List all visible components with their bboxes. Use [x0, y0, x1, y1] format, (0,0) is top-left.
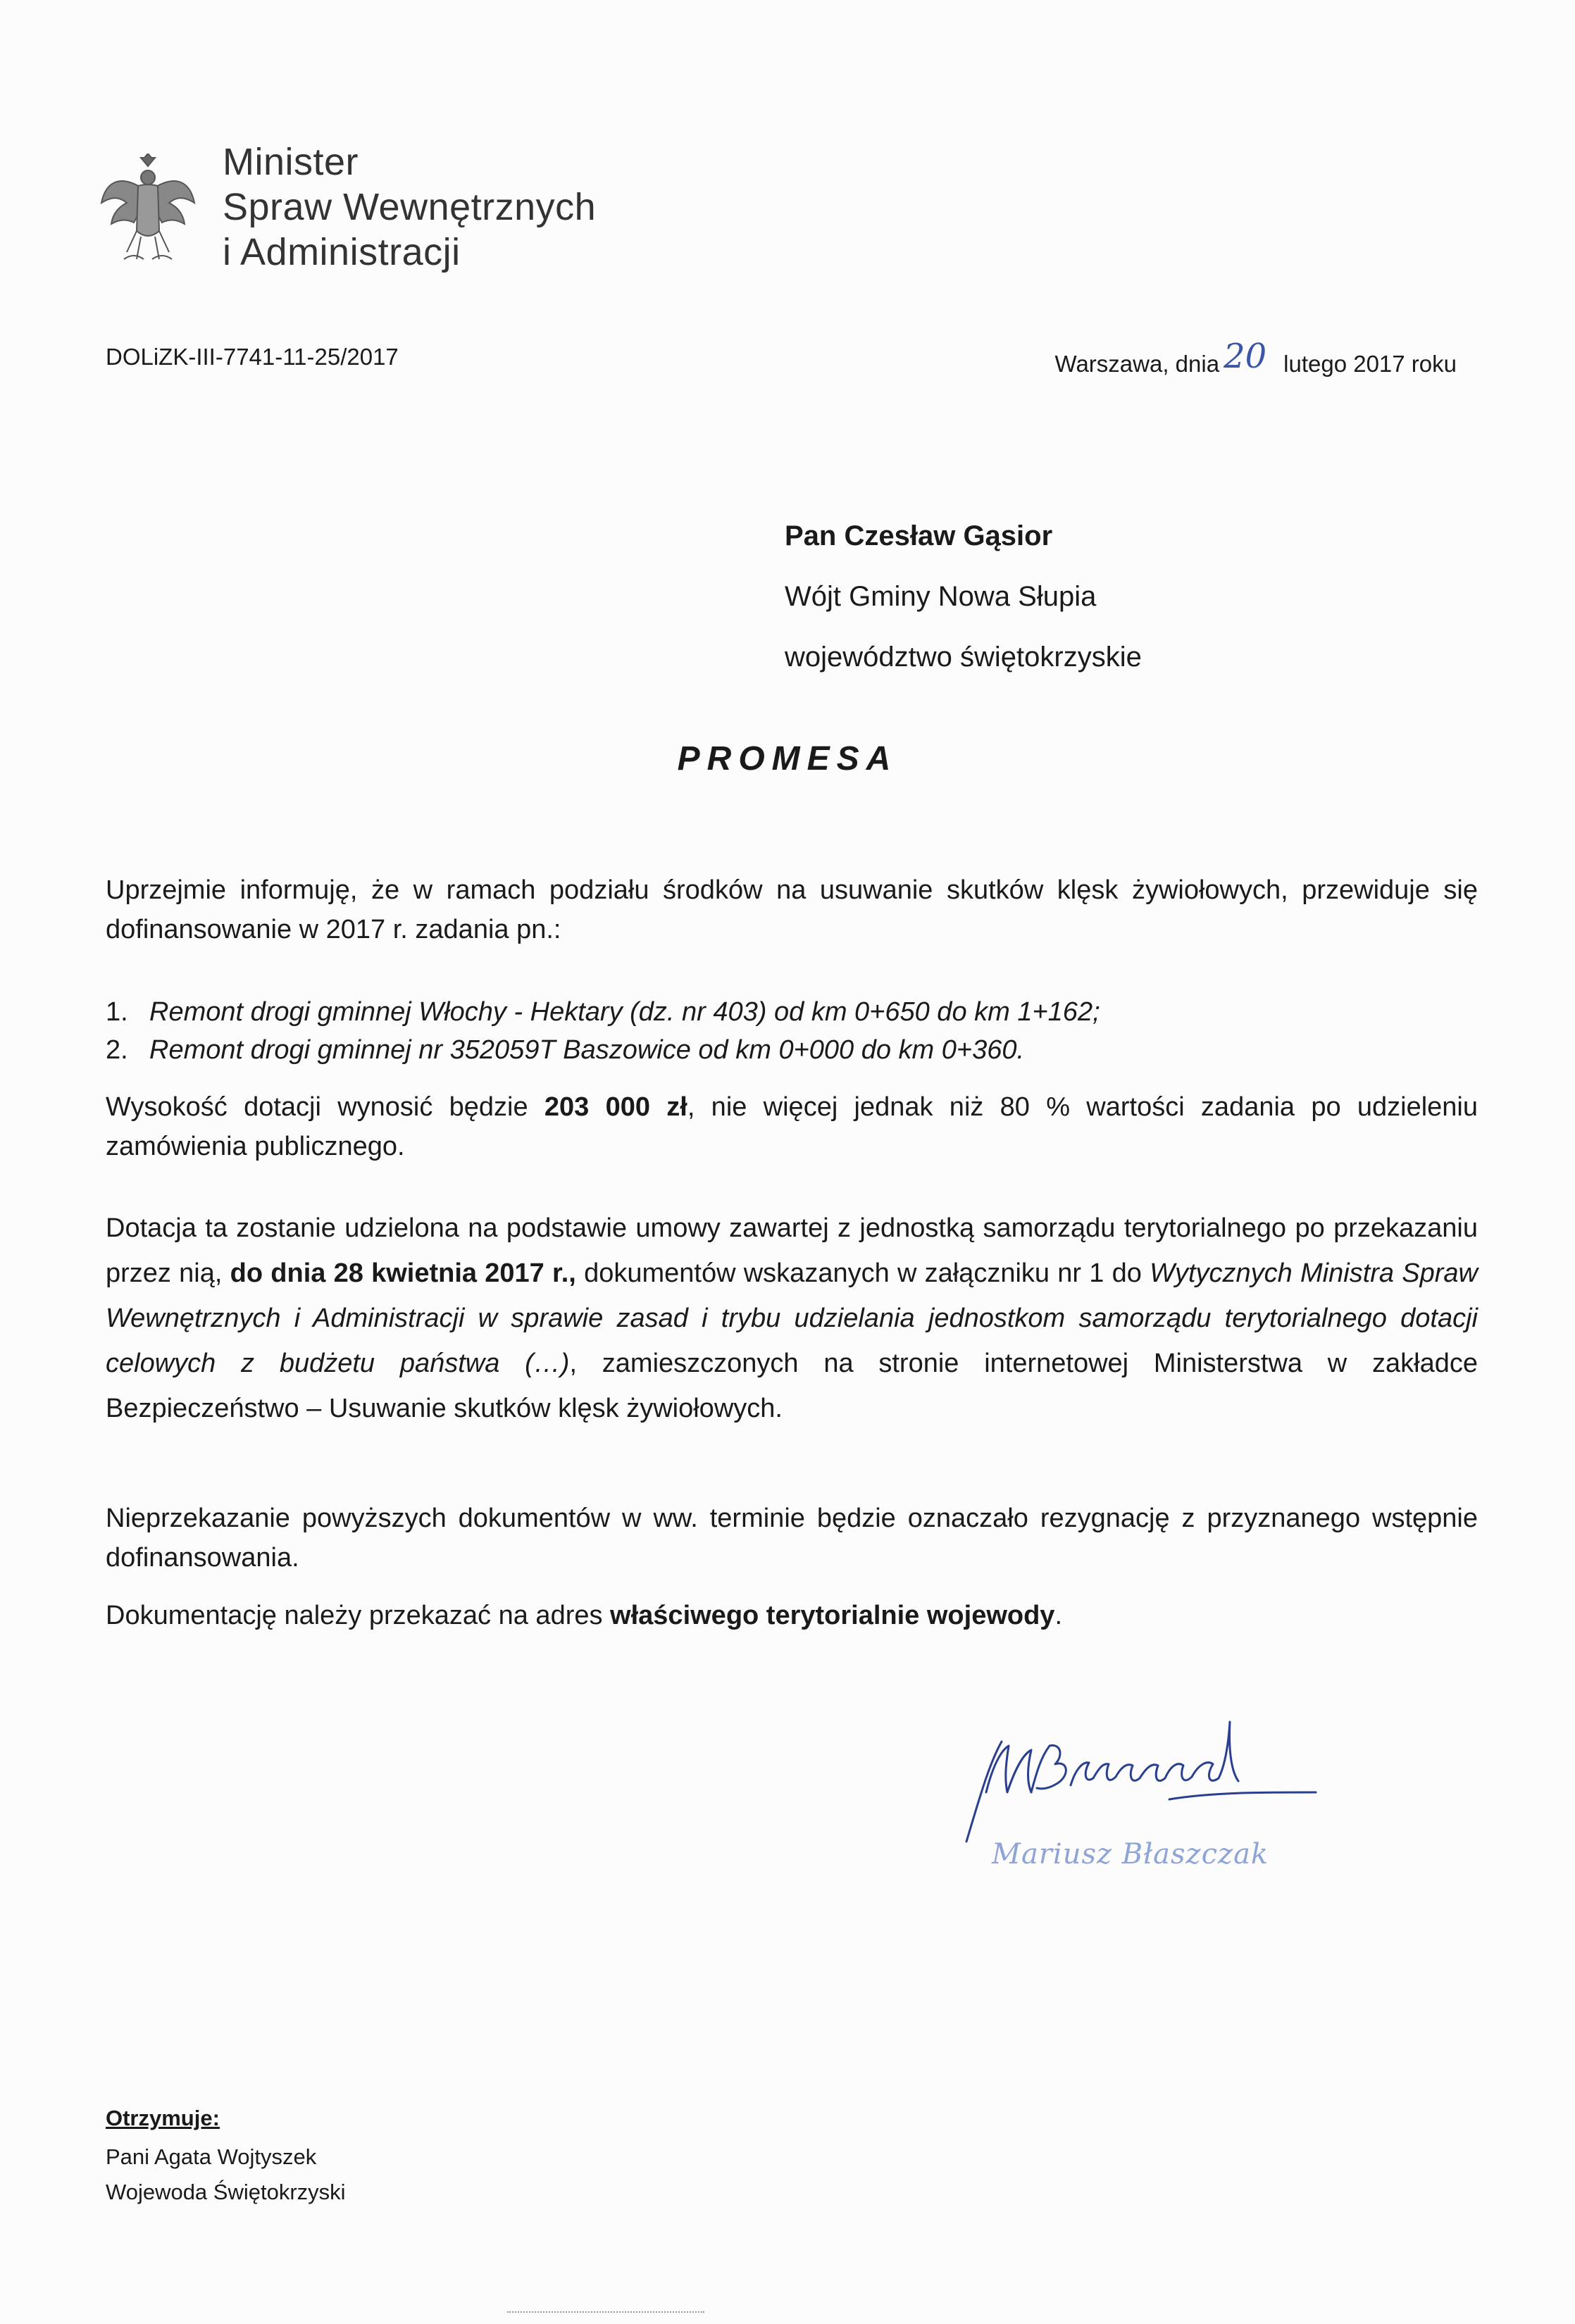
header-line-2: Spraw Wewnętrznych [223, 186, 597, 228]
delivery-recipient: właściwego terytorialnie wojewody [610, 1601, 1055, 1630]
list-item-text: Remont drogi gminnej Włochy - Hektary (dz. nr 403) od km 0+650 do km 1+162; [149, 997, 1100, 1027]
addressee-block [785, 506, 1142, 687]
date-prefix: Warszawa, dnia [1054, 351, 1220, 377]
handwritten-signature [958, 1687, 1324, 1856]
grant-amount: 203 000 zł [544, 1092, 687, 1122]
list-item [106, 993, 1478, 1031]
task-list [106, 993, 1478, 1069]
recipient-line: Wojewoda Świętokrzyski [106, 2180, 346, 2204]
delivery-text-after: . [1054, 1601, 1063, 1630]
list-item [106, 1031, 1478, 1069]
signer-name-stamp: Mariusz Błaszczak [992, 1838, 1269, 1870]
amount-paragraph [106, 1087, 1478, 1166]
grant-text-1: Dotacja ta zostanie udzielona na podstawie umowy zawartej z jednostką samorządu terytorialnego po przekazaniu przez nią, [106, 1213, 1478, 1288]
addressee-name: Pan Czesław Gąsior [785, 520, 1053, 551]
warning-paragraph: Nieprzekazanie powyższych dokumentów w ww. terminie będzie oznaczało rezygnację z przyznanego wstępnie dofinansowania. [106, 1504, 1478, 1573]
reference-number: DOLiZK-III-7741-11-25/2017 [106, 344, 399, 370]
recipients-heading: Otrzymuje: [106, 2106, 220, 2130]
ministry-header [223, 139, 596, 275]
footer-divider [507, 2311, 704, 2317]
grant-paragraph [106, 1206, 1478, 1431]
header-line-3: i Administracji [223, 231, 461, 273]
delivery-paragraph [106, 1593, 1478, 1638]
grant-text-2: dokumentów wskazanych w załączniku nr 1 do [575, 1258, 1150, 1288]
header-line-1: Minister [223, 141, 359, 183]
amount-text-before: Wysokość dotacji wynosić będzie [106, 1092, 544, 1122]
list-item-number: 2. [106, 1035, 128, 1065]
recipient-line: Pani Agata Wojtyszek [106, 2144, 317, 2169]
date-day-handwritten: 20 [1224, 337, 1267, 376]
document-title: PROMESA [677, 740, 898, 777]
date-line [1054, 337, 1457, 380]
grant-text-3: , zamieszczonych na stronie internetowej Ministerstwa w zakładce Bezpieczeństwo – Usuwanie skutków klęsk żywiołowych. [106, 1349, 1478, 1423]
recipients-list [106, 2139, 346, 2210]
guidelines-title: Wytycznych Ministra Spraw Wewnętrznych i Administracji w sprawie zasad i trybu udzielania jednostkom samorządu terytorialnego dotacji celowych z budżetu państwa (…) [106, 1258, 1478, 1378]
addressee-title: Wójt Gminy Nowa Słupia [785, 581, 1097, 612]
list-item-text: Remont drogi gminnej nr 352059T Baszowice od km 0+000 do km 0+360. [149, 1035, 1025, 1065]
eagle-emblem-icon [99, 154, 197, 266]
intro-paragraph: Uprzejmie informuję, że w ramach podziału środków na usuwanie skutków klęsk żywiołowych, przewiduje się dofinansowanie w 2017 r. zadania pn.: [106, 875, 1478, 944]
date-suffix: lutego 2017 roku [1283, 351, 1457, 377]
deadline: do dnia 28 kwietnia 2017 r., [230, 1258, 576, 1288]
list-item-number: 1. [106, 997, 128, 1027]
amount-text-after: , nie więcej jednak niż 80 % wartości zadania po udzieleniu zamówienia publicznego. [106, 1092, 1478, 1161]
delivery-text-before: Dokumentację należy przekazać na adres [106, 1601, 611, 1630]
addressee-region: województwo świętokrzyskie [785, 642, 1142, 673]
